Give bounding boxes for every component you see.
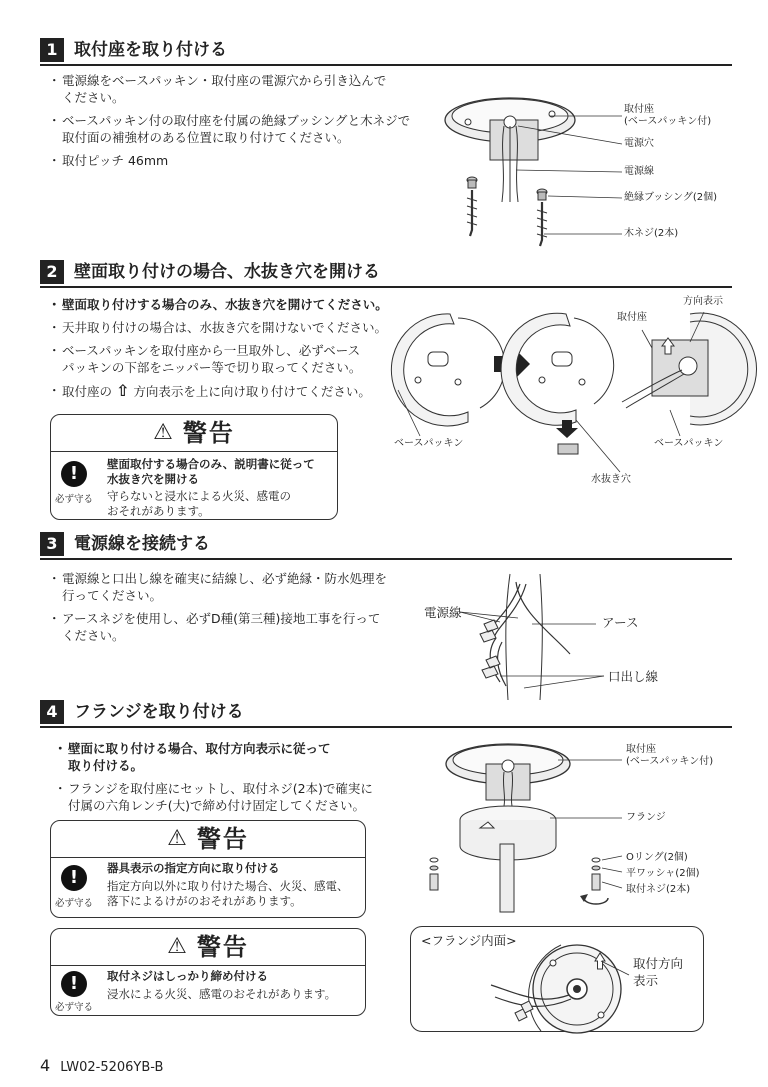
label-base-4: 取付座 (ベースパッキン付) — [626, 744, 714, 767]
label-base-packing-right: ベースパッキン — [654, 438, 724, 449]
footer — [40, 1056, 163, 1075]
up-arrow-icon: ⇧ — [116, 381, 130, 400]
warning-title: ⚠ 警告 — [51, 821, 365, 858]
bullet-text-part: 取付座の — [62, 384, 113, 399]
warning-caption: 必ず守る — [55, 898, 94, 909]
list-item: ・ 天井取り付けの場合は、水抜き穴を開けないでください。 — [50, 319, 400, 336]
label-o-ring: Oリング(2個) — [626, 852, 688, 863]
warning-heading: 取付ネジはしっかり締め付ける — [107, 969, 268, 983]
document-code: LW02-5206YB-B — [60, 1060, 164, 1075]
list-item: ・ 取付ピッチ 46mm — [50, 152, 430, 169]
label-flange: フランジ — [626, 812, 666, 823]
label-earth: アース — [602, 615, 639, 630]
section-3-bullets — [50, 570, 410, 650]
exclamation-icon: ! — [61, 461, 87, 487]
list-item: ・ 電源線と口出し線を確実に結線し、必ず絶縁・防水処理を 行ってください。 — [50, 570, 410, 604]
section-4-bullets — [56, 740, 406, 820]
list-item: ・ フランジを取付座にセットし、取付ネジ(2本)で確実に 付属の六角レンチ(大)で締め付け固定してください。 — [56, 780, 406, 814]
warning-box-3 — [50, 928, 366, 1016]
warning-triangle-icon: ⚠ — [167, 826, 189, 851]
section-2-number: 2 — [40, 260, 64, 284]
warning-triangle-icon: ⚠ — [153, 420, 175, 445]
wire-connection-diagram — [470, 572, 610, 702]
section-2-title: 壁面取り付けの場合、水抜き穴を開ける — [74, 262, 380, 282]
flange-inner-title: <フランジ内面> — [421, 933, 517, 948]
label-mount-base: 取付座 — [617, 312, 647, 323]
flange-assembly-diagram — [424, 736, 624, 916]
section-1-title: 取付座を取り付ける — [74, 40, 227, 60]
section-4-header — [40, 698, 732, 728]
section-4-number: 4 — [40, 700, 64, 724]
list-item — [50, 382, 400, 400]
warning-caption: 必ず守る — [55, 494, 94, 505]
label-power-cord: 電源線 — [624, 166, 654, 177]
label-power-hole: 電源穴 — [624, 138, 654, 149]
section-2-bullets — [50, 296, 400, 406]
label-mount-screw: 取付ネジ(2本) — [626, 884, 691, 895]
warning-heading: 壁面取付する場合のみ、説明書に従って 水抜き穴を開ける — [107, 457, 315, 486]
warning-box-2 — [50, 820, 366, 918]
section-3-title: 電源線を接続する — [74, 534, 210, 554]
warning-title: ⚠ 警告 — [51, 929, 365, 966]
label-lead-wire: 口出し線 — [608, 669, 659, 684]
flange-inner-diagram — [481, 945, 641, 1031]
label-wood-screw: 木ネジ(2本) — [624, 228, 679, 239]
warning-triangle-icon: ⚠ — [167, 934, 189, 959]
section-3-header — [40, 530, 732, 560]
section-1-header — [40, 36, 732, 66]
section-1-number: 1 — [40, 38, 64, 62]
flange-inner-box — [410, 926, 704, 1032]
list-item: ・ 電源線をベースパッキン・取付座の電源穴から引き込んで ください。 — [50, 72, 430, 106]
section-4-title: フランジを取り付ける — [74, 702, 244, 722]
list-item: ・ ベースパッキン付の取付座を付属の絶縁ブッシングと木ネジで 取付面の補強材のある位置に取り付けてください。 — [50, 112, 430, 146]
label-drain-hole: 水抜き穴 — [591, 474, 631, 485]
label-power-line: 電源線 — [424, 605, 462, 620]
label-base-packing-left: ベースパッキン — [394, 438, 464, 449]
list-item: ・ アースネジを使用し、必ずD種(第三種)接地工事を行って ください。 — [50, 610, 410, 644]
warning-body: 指定方向以外に取り付けた場合、火災、感電、 落下によるけがのおそれがあります。 — [107, 879, 349, 908]
warning-title: ⚠ 警告 — [51, 415, 337, 452]
page-number: 4 — [40, 1056, 51, 1075]
section-1-bullets — [50, 72, 430, 175]
label-direction: 方向表示 — [683, 296, 723, 307]
label-mount-direction: 取付方向 表示 — [633, 956, 684, 988]
exclamation-icon: ! — [61, 971, 87, 997]
warning-caption: 必ず守る — [55, 1002, 94, 1013]
label-washer: 平ワッシャ(2個) — [626, 868, 700, 879]
label-base: 取付座 (ベースパッキン付) — [624, 104, 712, 127]
warning-body: 浸水による火災、感電のおそれがあります。 — [107, 987, 337, 1001]
bullet-text-part: 方向表示を上に向け取り付けてください。 — [133, 384, 371, 399]
exclamation-icon: ! — [61, 865, 87, 891]
list-item: ・ 壁面取り付けする場合のみ、水抜き穴を開けてください。 — [50, 296, 400, 313]
section-2-header — [40, 258, 732, 288]
label-bushing: 絶縁ブッシング(2個) — [624, 192, 718, 203]
warning-box-1 — [50, 414, 338, 520]
list-item: ・ 壁面に取り付ける場合、取付方向表示に従って 取り付ける。 — [56, 740, 406, 774]
list-item: ・ ベースパッキンを取付座から一旦取外し、必ずベース パッキンの下部をニッパー等で切り取ってください。 — [50, 342, 400, 376]
warning-body: 守らないと浸水による火災、感電の おそれがあります。 — [107, 489, 291, 518]
warning-heading: 器具表示の指定方向に取り付ける — [107, 861, 280, 875]
section-3-number: 3 — [40, 532, 64, 556]
